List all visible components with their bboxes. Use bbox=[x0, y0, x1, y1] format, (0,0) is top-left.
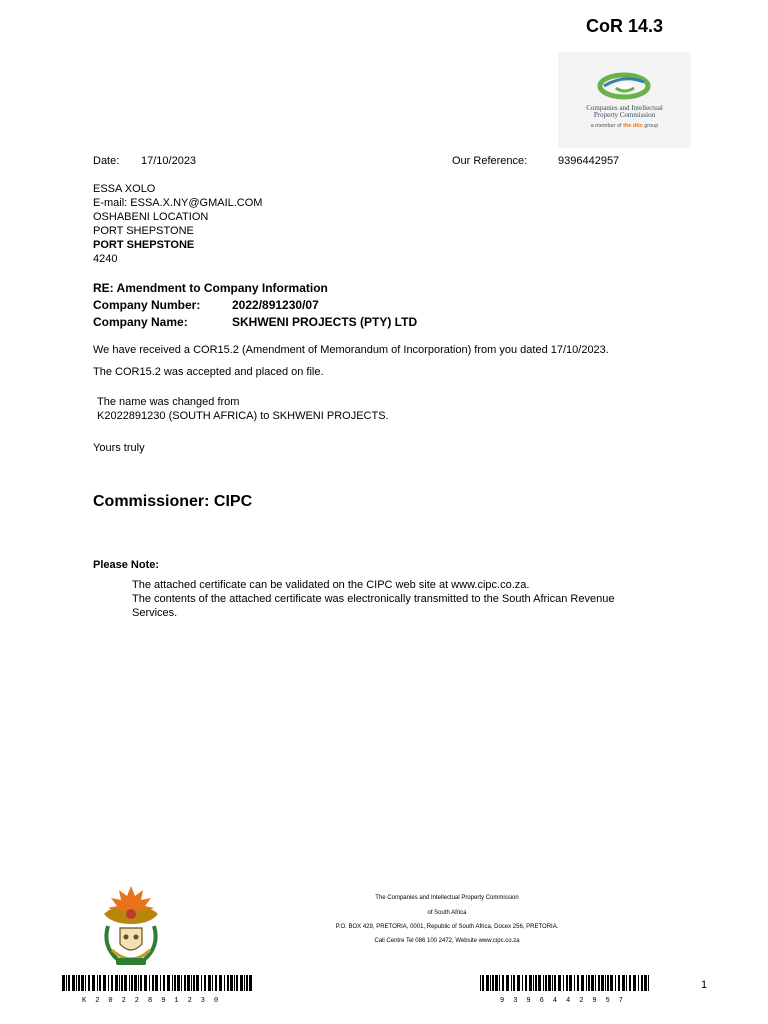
page-number: 1 bbox=[701, 979, 708, 991]
addressee-line3: PORT SHEPSTONE bbox=[93, 239, 195, 251]
note-heading: Please Note: bbox=[93, 559, 160, 571]
note-line3: Services. bbox=[132, 607, 178, 619]
footer-line3: P.O. BOX 429, PRETORIA, 0001, Republic of South Africa, Docex 256, PRETORIA. bbox=[335, 924, 559, 930]
company-number-value: 2022/891230/07 bbox=[232, 298, 319, 312]
footer-line2: of South Africa bbox=[427, 910, 467, 916]
date-label: Date: bbox=[93, 155, 120, 167]
body-paragraph-1: We have received a COR15.2 (Amendment of Memorandum of Incorporation) from you dated 17/10/2023. bbox=[93, 344, 609, 356]
note-line1: The attached certificate can be validated on the CIPC web site at www.cipc.co.za. bbox=[132, 579, 530, 591]
addressee-block bbox=[93, 182, 262, 266]
closing: Yours truly bbox=[93, 442, 145, 454]
reference-label: Our Reference: bbox=[452, 155, 528, 167]
barcode-digits: 9396442957 bbox=[500, 997, 633, 1005]
footer-line1: The Companies and Intellectual Property Commission bbox=[375, 895, 519, 901]
addressee-name: ESSA XOLO bbox=[93, 183, 156, 195]
barcode-bars bbox=[480, 975, 650, 997]
company-name-label: Company Name: bbox=[93, 315, 188, 329]
cipc-logo bbox=[558, 52, 691, 148]
logo-text-line3: a member of the dtic group bbox=[590, 123, 659, 129]
form-code: CoR 14.3 bbox=[586, 16, 664, 36]
note-line2: The contents of the attached certificate was electronically transmitted to the South African Revenue bbox=[132, 593, 615, 605]
company-number-label: Company Number: bbox=[93, 298, 201, 312]
cipc-logo-icon bbox=[594, 70, 654, 102]
body-paragraph-3-line2: K2022891230 (SOUTH AFRICA) to SKHWENI PROJECTS. bbox=[97, 410, 389, 422]
logo-text-line1: Companies and Intellectual bbox=[586, 104, 663, 112]
barcode-digits: K2022891230 bbox=[82, 997, 228, 1005]
body-paragraph-2: The COR15.2 was accepted and placed on file. bbox=[93, 366, 324, 378]
signatory: Commissioner: CIPC bbox=[93, 493, 253, 510]
footer-line4: Call Centre Tel 086 100 2472, Website www.cipc.co.za bbox=[374, 938, 520, 944]
addressee-line1: OSHABENI LOCATION bbox=[93, 211, 209, 223]
addressee-email: E-mail: ESSA.X.NY@GMAIL.COM bbox=[93, 197, 263, 209]
addressee-postal-code: 4240 bbox=[93, 253, 118, 265]
barcode-bars bbox=[62, 975, 252, 997]
note-body bbox=[132, 578, 652, 620]
date-value: 17/10/2023 bbox=[141, 155, 197, 167]
reference-value: 9396442957 bbox=[558, 155, 620, 167]
addressee-line2: PORT SHEPSTONE bbox=[93, 225, 194, 237]
company-name-value: SKHWENI PROJECTS (PTY) LTD bbox=[232, 315, 418, 329]
logo-text-line2: Property Commission bbox=[593, 111, 656, 119]
barcode-company-number bbox=[62, 975, 252, 1005]
body-paragraph-3-line1: The name was changed from bbox=[97, 396, 240, 408]
subject-re: RE: Amendment to Company Information bbox=[93, 281, 328, 295]
coat-of-arms-emblem bbox=[98, 884, 164, 973]
barcode-reference bbox=[480, 975, 650, 1005]
